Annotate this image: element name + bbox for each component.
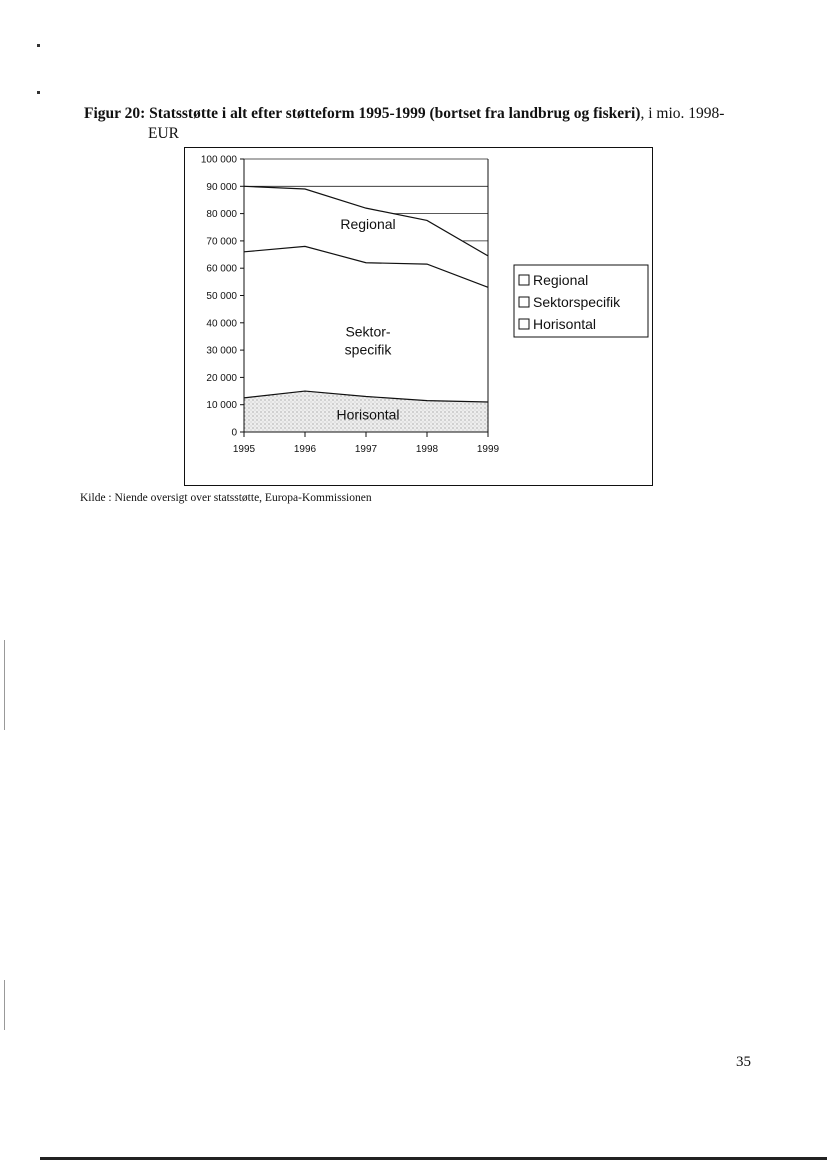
legend-swatch [519, 297, 529, 307]
scan-edge-line [4, 980, 5, 1030]
y-tick-label: 70 000 [206, 236, 237, 248]
legend-label: Sektorspecifik [533, 294, 621, 310]
y-tick-label: 60 000 [206, 263, 237, 275]
margin-speck [37, 91, 40, 94]
y-tick-label: 90 000 [206, 181, 237, 193]
figure-title-line2: EUR [148, 125, 179, 142]
stacked-area-chart [184, 147, 654, 487]
area-label: Sektor- [345, 323, 391, 340]
legend-label: Regional [533, 272, 589, 288]
x-tick-label: 1997 [354, 444, 378, 455]
area-label: Horisontal [336, 406, 400, 423]
figure-number: Figur 20: [84, 105, 146, 122]
y-tick-label: 20 000 [206, 372, 237, 384]
figure-title-unit: , i mio. 1998- [640, 105, 725, 122]
page-number: 35 [736, 1054, 751, 1070]
y-tick-label: 80 000 [206, 209, 237, 221]
bottom-rule [40, 1157, 827, 1160]
x-tick-label: 1996 [293, 444, 317, 455]
figure-title: Statsstøtte i alt efter støtteform 1995-1999 (bortset fra landbrug og fiskeri) [149, 105, 641, 122]
figure-caption [84, 104, 764, 144]
margin-speck [37, 44, 40, 47]
x-tick-label: 1995 [232, 444, 256, 455]
legend-label: Horisontal [533, 316, 597, 332]
x-tick-label: 1999 [476, 444, 500, 455]
y-tick-label: 50 000 [206, 291, 237, 302]
y-tick-label: 10 000 [206, 400, 237, 412]
legend-swatch [519, 319, 529, 329]
y-tick-label: 100 000 [200, 154, 237, 166]
legend-swatch [519, 275, 529, 285]
y-tick-label: 30 000 [206, 345, 237, 357]
y-tick-label: 40 000 [206, 318, 237, 330]
area-label: specifik [344, 341, 392, 358]
source-note: Kilde : Niende oversigt over statsstøtte, Europa-Kommissionen [80, 492, 372, 504]
x-tick-label: 1998 [415, 444, 439, 455]
y-tick-label: 0 [231, 427, 237, 439]
scan-edge-line [4, 640, 5, 730]
area-label: Regional [340, 215, 396, 232]
